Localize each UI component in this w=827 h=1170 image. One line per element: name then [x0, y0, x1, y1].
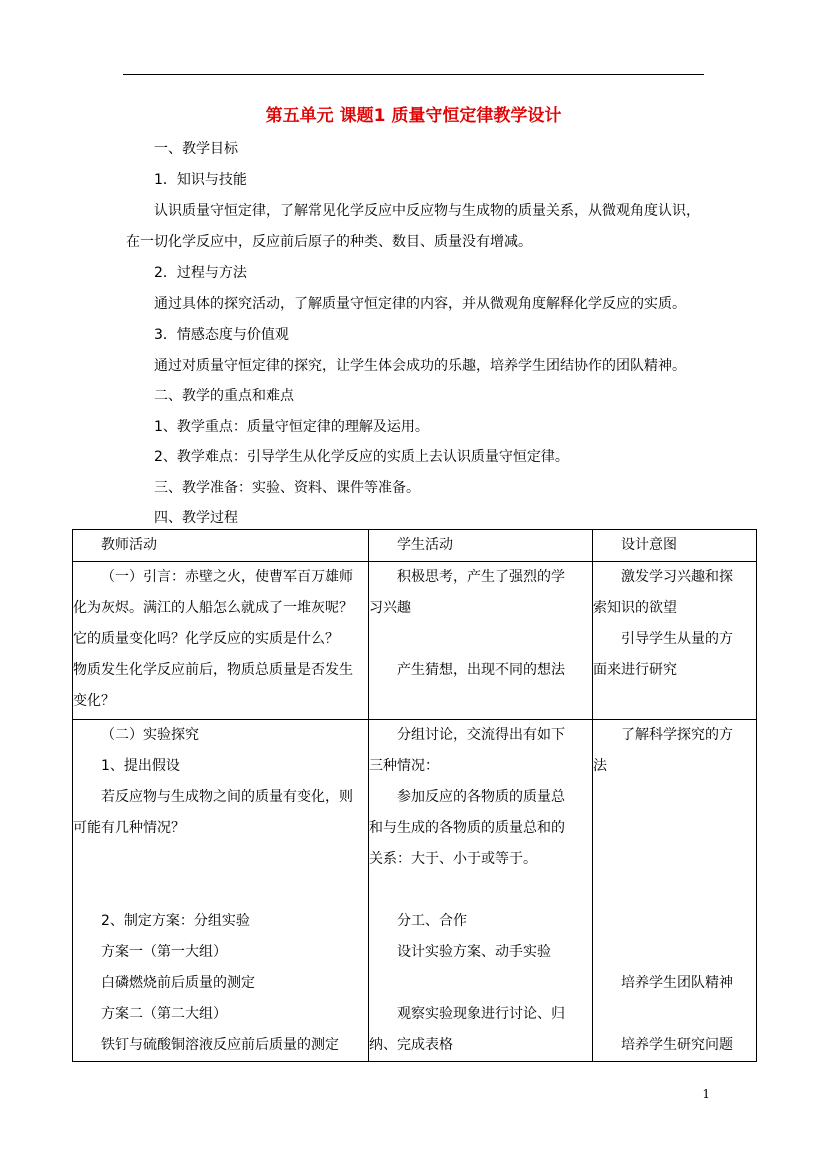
header-rule — [123, 74, 704, 75]
cell-text-line: 1、提出假设 — [101, 758, 180, 774]
cell-text-line: 索知识的欲望 — [593, 600, 677, 616]
paragraph-knowledge-line2: 在一切化学反应中，反应前后原子的种类、数目、质量没有增减。 — [126, 234, 532, 250]
table-row — [73, 720, 757, 1062]
cell-text-line: 和与生成的各物质的质量总和的 — [369, 820, 565, 836]
cell-text-line: 习兴趣 — [369, 600, 411, 616]
key-point-difficulty: 2、教学难点：引导学生从化学反应的实质上去认识质量守恒定律。 — [154, 449, 569, 465]
cell-text-line: （二）实验探究 — [101, 727, 199, 743]
cell-text-line: 培养学生团队精神 — [621, 975, 733, 991]
cell-text-line — [369, 875, 592, 906]
cell-text-line: 物质发生化学反应前后，物质总质量是否发生 — [73, 662, 353, 678]
subheading-knowledge: 1．知识与技能 — [154, 172, 247, 188]
section-heading-objectives: 一、教学目标 — [154, 141, 238, 157]
cell-text-line: 若反应物与生成物之间的质量有变化，则 — [101, 789, 353, 805]
cell-text-line: 参加反应的各物质的质量总 — [397, 789, 565, 805]
cell-text-line: 积极思考，产生了强烈的学 — [397, 569, 565, 585]
cell-text-line: 分组讨论，交流得出有如下 — [397, 727, 565, 743]
header-intent: 设计意图 — [593, 530, 757, 562]
cell-text-line — [369, 968, 592, 999]
cell-text-line: 2、制定方案：分组实验 — [101, 913, 250, 929]
cell-text-line: 引导学生从量的方 — [621, 631, 733, 647]
cell-text-line: 铁钉与硫酸铜溶液反应前后质量的测定 — [101, 1037, 339, 1053]
cell-text-line: 化为灰烬。满江的人船怎么就成了一堆灰呢？ — [73, 600, 353, 616]
cell-text-line: 关系：大于、小于或等于。 — [369, 851, 537, 867]
cell-text-line: 可能有几种情况？ — [73, 820, 185, 836]
section-preparation: 三、教学准备：实验、资料、课件等准备。 — [154, 480, 420, 496]
row2-teacher-cell — [73, 720, 369, 1062]
cell-text-line — [593, 782, 756, 813]
cell-text-line — [593, 844, 756, 875]
cell-text-line: 纳、完成表格 — [369, 1037, 453, 1053]
key-point-focus: 1、教学重点：质量守恒定律的理解及运用。 — [154, 419, 429, 435]
paragraph-knowledge-line1: 认识质量守恒定律，了解常见化学反应中反应物与生成物的质量关系，从微观角度认识， — [154, 203, 700, 219]
row1-student-cell — [369, 562, 593, 720]
cell-text-line: 白磷燃烧前后质量的测定 — [101, 975, 255, 991]
cell-text-line: 方案二（第二大组） — [101, 1006, 227, 1022]
paragraph-attitude: 通过对质量守恒定律的探究，让学生体会成功的乐趣，培养学生团结协作的团队精神。 — [154, 358, 686, 374]
cell-text-line — [593, 999, 756, 1030]
subheading-attitude: 3．情感态度与价值观 — [154, 327, 289, 343]
cell-text-line: 它的质量变化吗？化学反应的实质是什么？ — [73, 631, 339, 647]
cell-text-line: 三种情况： — [369, 758, 439, 774]
section-heading-process: 四、教学过程 — [154, 510, 238, 526]
table-header-row — [73, 530, 757, 562]
row1-intent-cell — [593, 562, 757, 720]
page-number: 1 — [702, 1087, 710, 1101]
cell-text-line — [593, 937, 756, 968]
cell-text-line: 观察实验现象进行讨论、归 — [397, 1006, 565, 1022]
cell-text-line: 激发学习兴趣和探 — [621, 569, 733, 585]
section-heading-key-points: 二、教学的重点和难点 — [154, 388, 294, 404]
cell-text-line: （一）引言：赤壁之火，使曹军百万雄师 — [101, 569, 353, 585]
page-title: 第五单元 课题1 质量守恒定律教学设计 — [265, 106, 562, 126]
paragraph-process: 通过具体的探究活动，了解质量守恒定律的内容，并从微观角度解释化学反应的实质。 — [154, 296, 686, 312]
cell-text-line — [73, 844, 368, 875]
header-teacher: 教师活动 — [73, 530, 369, 562]
row2-intent-cell — [593, 720, 757, 1062]
cell-text-line: 了解科学探究的方 — [621, 727, 733, 743]
table-row — [73, 562, 757, 720]
header-student: 学生活动 — [369, 530, 593, 562]
cell-text-line — [593, 875, 756, 906]
subheading-process: 2．过程与方法 — [154, 265, 247, 281]
cell-text-line — [73, 875, 368, 906]
cell-text-line: 分工、合作 — [397, 913, 467, 929]
cell-text-line — [593, 906, 756, 937]
cell-text-line: 产生猜想，出现不同的想法 — [397, 662, 565, 678]
cell-text-line — [369, 624, 592, 655]
cell-text-line: 变化？ — [73, 693, 115, 709]
cell-text-line: 培养学生研究问题 — [621, 1037, 733, 1053]
row1-teacher-cell — [73, 562, 369, 720]
cell-text-line: 法 — [593, 758, 607, 774]
cell-text-line: 面来进行研究 — [593, 662, 677, 678]
cell-text-line — [593, 813, 756, 844]
teaching-process-table — [72, 529, 757, 1062]
cell-text-line: 设计实验方案、动手实验 — [397, 944, 551, 960]
cell-text-line: 方案一（第一大组） — [101, 944, 227, 960]
row2-student-cell — [369, 720, 593, 1062]
